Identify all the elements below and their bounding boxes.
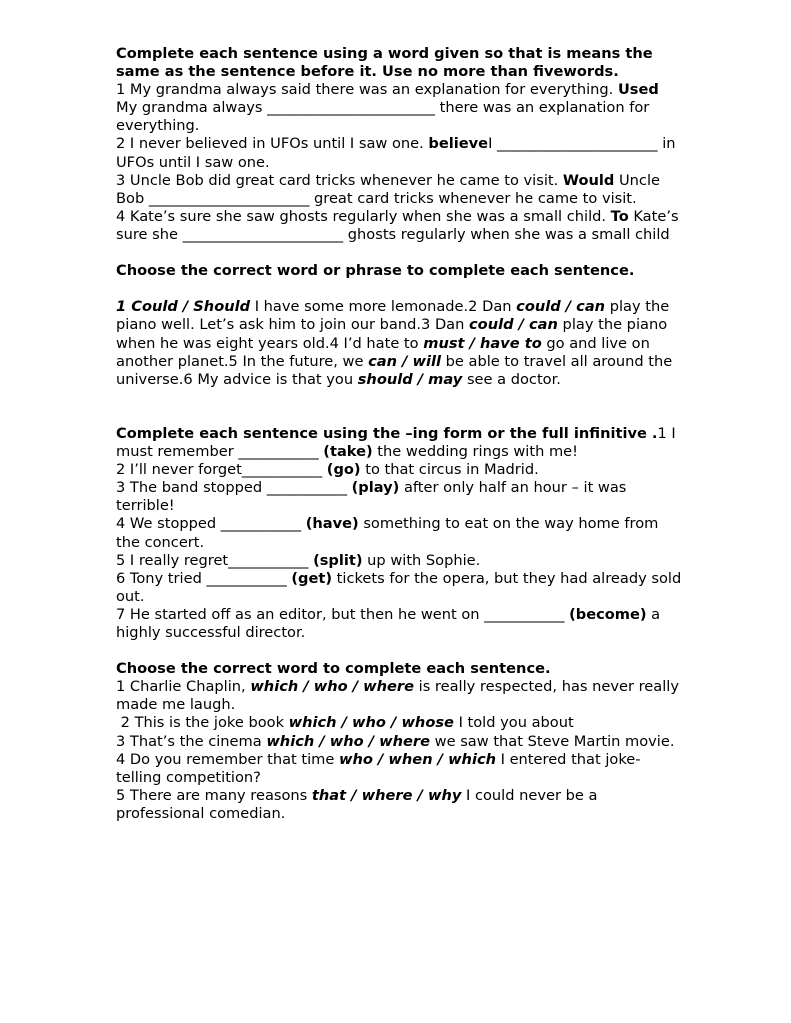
key-word: believe [428, 135, 489, 153]
section-modal-verbs [116, 262, 682, 389]
section-title: Choose the correct word to complete each sentence. [116, 660, 551, 678]
question-3: 3 That’s the cinema which / who / where we saw that Steve Martin movie. [116, 732, 675, 750]
section-ing-infinitive [116, 425, 682, 642]
choice: which / who / where [266, 732, 430, 750]
verb-hint: (get) [291, 569, 333, 587]
spacer [116, 642, 682, 660]
verb-hint: (play) [351, 479, 400, 497]
key-word: Would [562, 171, 615, 189]
question-2: 2 I never believed in UFOs until I saw one. believeI ______________________ in UFOs until I saw one. [116, 135, 676, 171]
section-word-transformation [116, 45, 682, 244]
modal-paragraph: 1 Could / Should I have some more lemonade.2 Dan could / can play the piano well. Let’s ask him to join our band.3 Dan could / can play the piano when he was eight years old.4 I’d hate to must / have to go and live on another planet.5 In the future, we can / will be able to travel all around the universe.6 My advice is that you should / may see a doctor. [116, 298, 673, 388]
question-6: 6 Tony tried ___________ (get) tickets for the opera, but they had already sold out. [116, 569, 682, 605]
spacer [116, 280, 682, 298]
question-1: 1 My grandma always said there was an explanation for everything. Used [116, 81, 659, 99]
verb-hint: (become) [569, 605, 647, 623]
section-title: Choose the correct word or phrase to complete each sentence. [116, 262, 635, 280]
question-4: 4 We stopped ___________ (have) something to eat on the way home from the concert. [116, 515, 659, 551]
verb-hint: (go) [326, 461, 361, 479]
question-1: 1 Charlie Chaplin, which / who / where is really respected, has never really made me laugh. [116, 678, 679, 714]
worksheet [116, 45, 682, 823]
choice: could / can [469, 316, 558, 334]
section-relative-pronouns [116, 660, 682, 823]
question-4: 4 Kate’s sure she saw ghosts regularly when she was a small child. To Kate’s sure she ______________________ ghosts regularly when she was a small child [116, 207, 679, 243]
choice: that / where / why [311, 786, 462, 804]
answer-1: My grandma always _______________________ there was an explanation for everything. [116, 99, 650, 135]
spacer [116, 389, 682, 425]
choice: must / have to [423, 334, 542, 352]
choice: should / may [357, 370, 463, 388]
verb-hint: (have) [305, 515, 359, 533]
section-title: Complete each sentence using a word given so that is means the same as the sentence before it. Use no more than fivewords. [116, 45, 653, 81]
question-4: 4 Do you remember that time who / when / which I entered that joke-telling competition? [116, 750, 641, 786]
choice: could / can [516, 298, 606, 316]
question-7: 7 He started off as an editor, but then he went on ___________ (become) a highly successful director. [116, 605, 661, 641]
choice: which / who / whose [288, 714, 454, 732]
choice: can / will [368, 352, 441, 370]
verb-hint: (take) [323, 443, 373, 461]
question-3: 3 The band stopped ___________ (play) after only half an hour – it was terrible! [116, 479, 627, 515]
choice: 1 Could / Should [116, 298, 251, 316]
question-2: 2 This is the joke book which / who / whose I told you about [116, 714, 574, 732]
key-word: Used [617, 81, 659, 99]
choice: which / who / where [250, 678, 414, 696]
choice: who / when / which [339, 750, 496, 768]
question-5: 5 There are many reasons that / where / why I could never be a professional comedian. [116, 786, 598, 822]
key-word: To [610, 207, 629, 225]
question-3: 3 Uncle Bob did great card tricks whenever he came to visit. Would Uncle Bob ______________________ great card tricks whenever he came to visit. [116, 171, 660, 207]
question-5: 5 I really regret___________ (split) up with Sophie. [116, 551, 481, 569]
verb-hint: (split) [313, 551, 363, 569]
question-2: 2 I’ll never forget___________ (go) to that circus in Madrid. [116, 461, 539, 479]
section-title: Complete each sentence using the –ing form or the full infinitive .1 I must remember ___________ (take) the wedding rings with me! [116, 424, 676, 461]
spacer [116, 244, 682, 262]
